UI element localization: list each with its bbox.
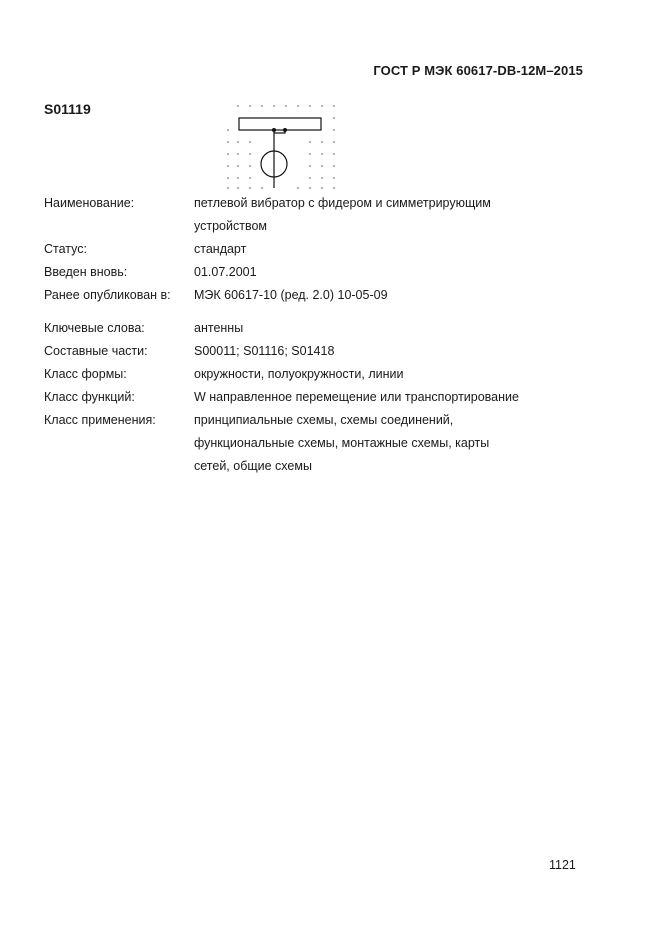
value-line: петлевой вибратор с фидером и симметрирующим <box>194 196 491 210</box>
field-value: S00011; S01116; S01418 <box>194 344 335 358</box>
field-value: МЭК 60617-10 (ред. 2.0) 10-05-09 <box>194 288 388 302</box>
field-label: Класс функций: <box>44 390 135 404</box>
dipole-loop <box>239 118 321 130</box>
field-value: стандарт <box>194 242 247 256</box>
value-line: сетей, общие схемы <box>194 459 312 473</box>
field-value <box>194 409 554 478</box>
field-value: 01.07.2001 <box>194 265 257 279</box>
folded-dipole-symbol <box>226 100 338 192</box>
value-line: принципиальные схемы, схемы соединений, <box>194 413 454 427</box>
symbol-code: S01119 <box>44 101 91 117</box>
field-value: антенны <box>194 321 244 335</box>
field-label: Составные части: <box>44 344 148 358</box>
value-line: устройством <box>194 219 267 233</box>
field-value <box>194 192 554 238</box>
field-label: Статус: <box>44 242 87 256</box>
field-value: окружности, полуокружности, линии <box>194 367 404 381</box>
page-number: 1121 <box>549 858 576 872</box>
field-label: Класс формы: <box>44 367 127 381</box>
value-line: функциональные схемы, монтажные схемы, карты <box>194 436 490 450</box>
field-label: Класс применения: <box>44 413 156 427</box>
field-value: W направленное перемещение или транспортирование <box>194 390 519 404</box>
document-header: ГОСТ Р МЭК 60617-DB-12M–2015 <box>373 63 583 78</box>
field-label: Ключевые слова: <box>44 321 145 335</box>
field-label: Наименование: <box>44 196 135 210</box>
field-label: Ранее опубликован в: <box>44 288 171 302</box>
field-label: Введен вновь: <box>44 265 128 279</box>
